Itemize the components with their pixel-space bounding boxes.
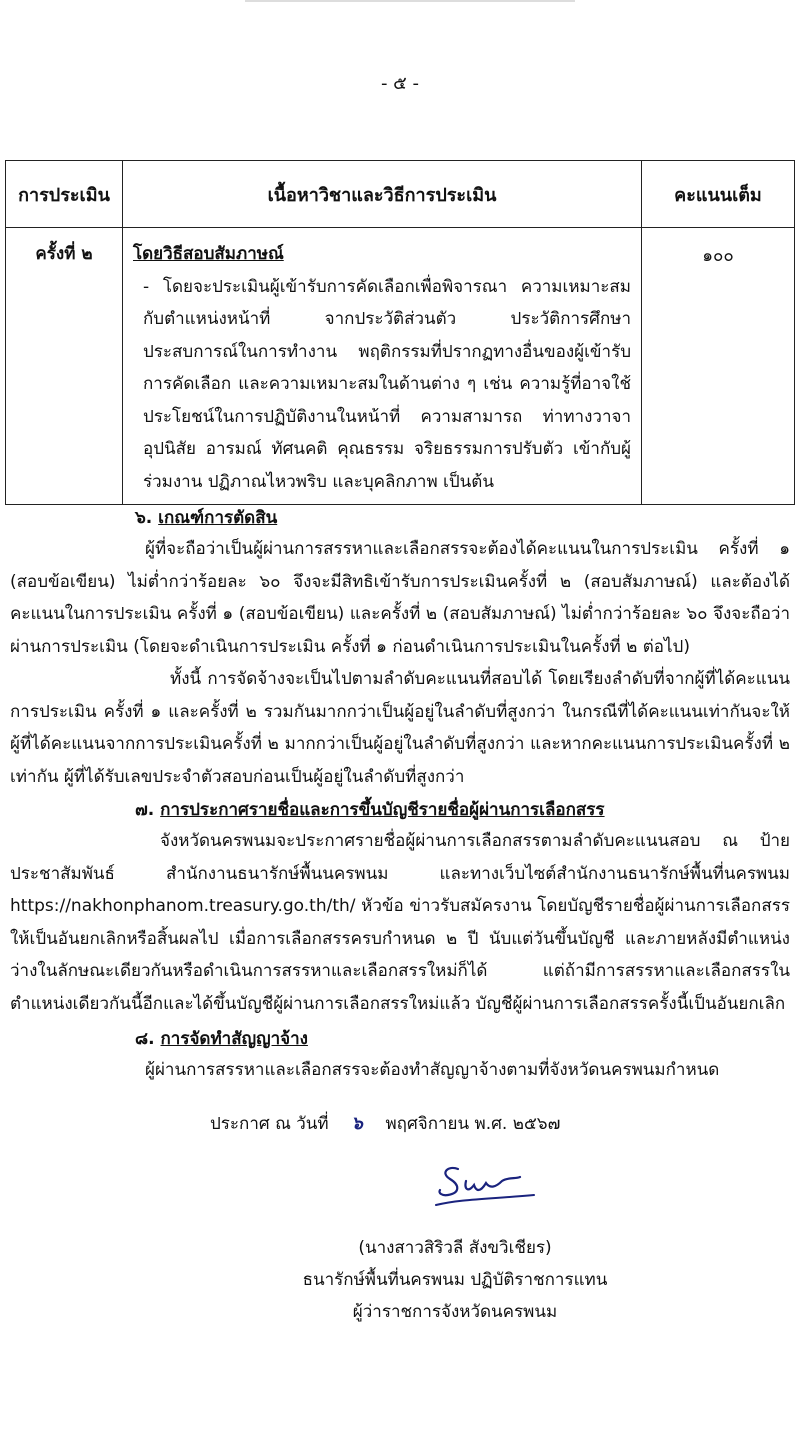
announce-prefix: ประกาศ ณ วันที่ [210, 1114, 329, 1134]
section-8-number: ๘. [135, 1029, 155, 1049]
section-8-paragraph-1: ผู้ผ่านการสรรหาและเลือกสรรจะต้องทำสัญญาจ้างตามที่จังหวัดนครพนมกำหนด [145, 1060, 720, 1080]
signer-block [0, 1232, 800, 1328]
section-6-title: เกณฑ์การตัดสิน [158, 508, 278, 528]
section-7-number: ๗. [135, 800, 155, 820]
announcement-date [210, 1108, 560, 1137]
header-content-method: เนื้อหาวิชาและวิธีการประเมิน [123, 161, 642, 228]
signer-position-2: ผู้ว่าราชการจังหวัดนครพนม [352, 1302, 558, 1322]
score-cell: ๑๐๐ [642, 228, 795, 505]
section-8-title: การจัดทำสัญญาจ้าง [160, 1029, 308, 1049]
table-row [6, 228, 795, 505]
section-8-heading [0, 1024, 800, 1054]
announce-day: ๖ [351, 1113, 363, 1134]
method-title: โดยวิธีสอบสัมภาษณ์ [133, 244, 284, 264]
signer-name: (นางสาวสิริวลี สังขวิเชียร) [358, 1238, 552, 1258]
header-assessment: การประเมิน [6, 161, 123, 228]
section-6 [0, 503, 800, 793]
announce-suffix: พฤศจิกายน พ.ศ. ๒๕๖๗ [385, 1114, 561, 1134]
header-full-score: คะแนนเต็ม [642, 161, 795, 228]
assessment-table [5, 160, 795, 505]
signer-position-1: ธนารักษ์พื้นที่นครพนม ปฏิบัติราชการแทน [302, 1270, 608, 1290]
section-6-heading [0, 503, 800, 533]
section-7-title: การประกาศรายชื่อและการขึ้นบัญชีรายชื่อผู้ผ่านการเลือกสรร [160, 800, 605, 820]
scan-top-edge [245, 0, 575, 2]
section-7 [0, 795, 800, 1020]
section-7-heading [0, 795, 800, 825]
page-number: - ๕ - [380, 73, 420, 94]
section-6-number: ๖. [135, 508, 153, 528]
handwritten-signature [430, 1155, 540, 1215]
method-body: - โดยจะประเมินผู้เข้ารับการคัดเลือกเพื่อพิจารณา ความเหมาะสมกับตำแหน่งหน้าที่ จากประวัติส่วนตัว ประวัติการศึกษา ประสบการณ์ในการทำงาน พฤติกรรมที่ปรากฏทางอื่นของผู้เข้ารับการคัดเลือก และความเหมาะสมในด้านต่าง ๆ เช่น ความรู้ที่อาจใช้ประโยชน์ในการปฏิบัติงานในหน้าที่ ความสามารถ ท่าทางวาจา อุปนิสัย อารมณ์ ทัศนคติ คุณธรรม จริยธรรมการปรับตัว เข้ากับผู้ร่วมงาน ปฏิภาณไหวพริบ และบุคลิกภาพ เป็นต้น [143, 276, 631, 492]
section-8 [0, 1024, 800, 1086]
round-cell: ครั้งที่ ๒ [6, 228, 123, 505]
section-6-paragraph-1: ผู้ที่จะถือว่าเป็นผู้ผ่านการสรรหาและเลือกสรรจะต้องได้คะแนนในการประเมิน ครั้งที่ ๑ (สอบข้อเขียน) ไม่ต่ำกว่าร้อยละ ๖๐ จึงจะมีสิทธิเข้ารับการประเมินครั้งที่ ๒ (สอบสัมภาษณ์) และต้องได้คะแนนในการประเมิน ครั้งที่ ๑ (สอบข้อเขียน) และครั้งที่ ๒ (สอบสัมภาษณ์) ไม่ต่ำกว่าร้อยละ ๖๐ จึงจะถือว่าผ่านการประเมิน (โดยจะดำเนินการประเมิน ครั้งที่ ๑ ก่อนดำเนินการประเมินในครั้งที่ ๒ ต่อไป) [10, 539, 790, 657]
section-7-paragraph-1: จังหวัดนครพนมจะประกาศรายชื่อผู้ผ่านการเลือกสรรตามลำดับคะแนนสอบ ณ ป้ายประชาสัมพันธ์ สำนักงานธนารักษ์พื้นนครพนม และทางเว็บไซต์สำนักงานธนารักษ์พื้นที่นครพนม https://nakhonphanom.treasury.go.th/th/ หัวข้อ ข่าวรับสมัครงาน โดยบัญชีรายชื่อผู้ผ่านการเลือกสรรให้เป็นอันยกเลิกหรือสิ้นผลไป เมื่อการเลือกสรรครบกำหนด ๒ ปี นับแต่วันขึ้นบัญชี และภายหลังมีตำแหน่งว่างในลักษณะเดียวกันหรือดำเนินการสรรหาและเลือกสรรใหม่ก็ได้ แต่ถ้ามีการสรรหาและเลือกสรรในตำแหน่งเดียวกันนี้อีกและได้ขึ้นบัญชีผู้ผ่านการเลือกสรรใหม่แล้ว บัญชีผู้ผ่านการเลือกสรรครั้งนี้เป็นอันยกเลิก [10, 831, 790, 1014]
method-cell [123, 228, 642, 505]
table-header-row [6, 161, 795, 228]
section-6-paragraph-2: ทั้งนี้ การจัดจ้างจะเป็นไปตามลำดับคะแนนที่สอบได้ โดยเรียงลำดับที่จากผู้ที่ได้คะแนนการประเมิน ครั้งที่ ๑ และครั้งที่ ๒ รวมกันมากกว่าเป็นผู้อยู่ในลำดับที่สูงกว่า ในกรณีที่ได้คะแนนเท่ากันจะให้ผู้ที่ได้คะแนนจากการประเมินครั้งที่ ๒ มากกว่าเป็นผู้อยู่ในลำดับที่สูงกว่า และหากคะแนนการประเมินครั้งที่ ๒ เท่ากัน ผู้ที่ได้รับเลขประจำตัวสอบก่อนเป็นผู้อยู่ในลำดับที่สูงกว่า [10, 669, 790, 787]
